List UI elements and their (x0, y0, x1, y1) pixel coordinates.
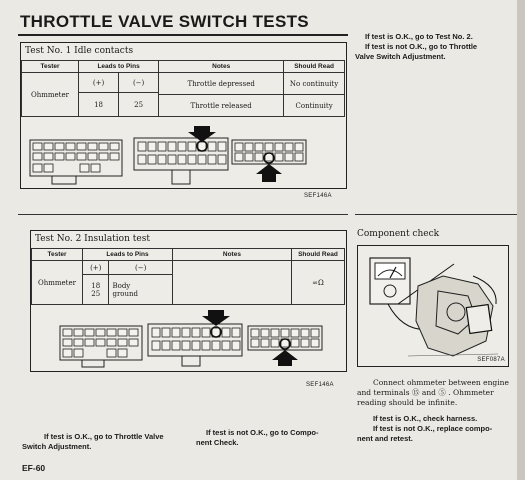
bottom-mid-line1: If test is not O.K., go to Compo- (206, 428, 319, 437)
test1-note-1: Throttle depressed (159, 73, 284, 95)
component-description (357, 378, 525, 408)
test2-pin-neg-2: ground (112, 289, 139, 298)
bottom-left-text (22, 432, 192, 452)
bottom-mid-line2: nent Check. (196, 438, 239, 447)
test1-header: Test No. 1 Idle contacts (25, 46, 134, 56)
col-read: Should Read (284, 61, 345, 73)
test1-pins-neg: (−) (119, 73, 159, 93)
test2-pin-pos (83, 275, 109, 305)
col-notes: Notes (159, 61, 284, 73)
title-rule (18, 34, 348, 36)
col-pins: Leads to Pins (83, 249, 173, 261)
component-heading: Component check (357, 229, 440, 239)
col-tester: Tester (32, 249, 83, 261)
test2-connector-diagram (32, 306, 344, 368)
component-figure (357, 245, 509, 367)
test1-pin-neg: 25 (119, 93, 159, 117)
component-ok: If test is O.K., check harness. (373, 414, 478, 423)
test1-pins-pos: (+) (79, 73, 119, 93)
col-pins: Leads to Pins (79, 61, 159, 73)
test2-pin-neg (109, 275, 172, 305)
section-divider-right (355, 214, 525, 215)
page-number: EF-60 (22, 463, 46, 473)
page-title: THROTTLE VALVE SWITCH TESTS (20, 12, 309, 31)
component-p1: Connect ohmmeter between engine (373, 378, 509, 387)
col-read: Should Read (291, 249, 344, 261)
test2-table (31, 248, 345, 305)
ohmmeter-engine-illustration (358, 246, 508, 366)
test2-pins-pos: (+) (83, 261, 109, 275)
component-results (357, 414, 525, 444)
right-top-line3: Valve Switch Adjustment. (355, 52, 446, 61)
right-top-line1: If test is O.K., go to Test No. 2. (365, 32, 473, 41)
test2-read: ∞Ω (291, 261, 344, 305)
section-divider (18, 214, 348, 215)
test1-read-1: No continuity (284, 73, 345, 95)
test1-pin-pos: 18 (79, 93, 119, 117)
test1-table (21, 60, 345, 117)
test1-tester: Ohmmeter (22, 73, 79, 117)
test2-tester: Ohmmeter (32, 261, 83, 305)
col-notes: Notes (172, 249, 291, 261)
test1-connector-diagram (22, 122, 344, 186)
right-top-line2: If test is not O.K., go to Throttle (365, 42, 478, 51)
component-p2: and terminals ⑮ and ⑤ . Ohmmeter (357, 388, 494, 397)
component-p3: reading should be infinite. (357, 398, 458, 407)
test2-pin-pos-2: 25 (91, 289, 101, 298)
component-notok1: If test is not O.K., replace compo- (373, 424, 493, 433)
bottom-left-line1: If test is O.K., go to Throttle Valve (44, 432, 164, 441)
test1-figure-code: SEF146A (304, 193, 332, 199)
component-notok2: nent and retest. (357, 434, 413, 443)
test2-figure-code: SEF146A (306, 382, 334, 388)
bottom-mid-text (196, 428, 346, 448)
test2-pin-pos-1: 18 (91, 281, 101, 290)
test1-read-2: Continuity (284, 95, 345, 117)
test1-note-2: Throttle released (159, 95, 284, 117)
test2-notes (172, 261, 291, 305)
test2-pin-neg-1: Body (112, 281, 131, 290)
test2-pins-neg: (−) (109, 261, 172, 275)
component-figure-code: SEF087A (477, 357, 505, 363)
page-edge (517, 0, 525, 480)
col-tester: Tester (22, 61, 79, 73)
bottom-left-line2: Switch Adjustment. (22, 442, 92, 451)
right-top-text (355, 32, 520, 62)
test2-header: Test No. 2 Insulation test (35, 234, 150, 244)
